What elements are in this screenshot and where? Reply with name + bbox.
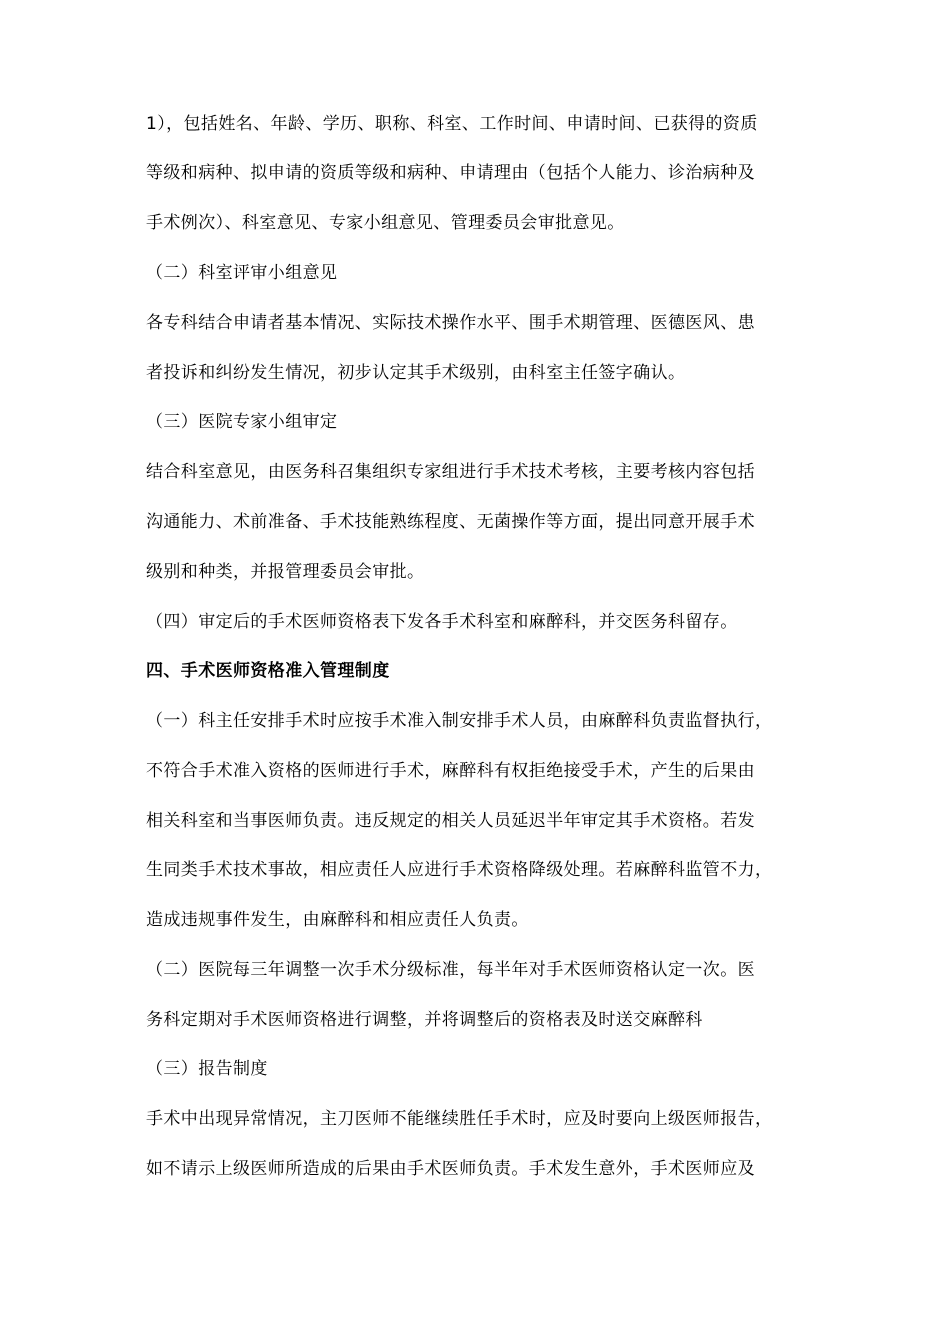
text-line: 生同类手术技术事故，相应责任人应进行手术资格降级处理。若麻醉科监管不力，: [146, 860, 773, 880]
text-line: 手术中出现异常情况，主刀医师不能继续胜任手术时，应及时要向上级医师报告，: [146, 1109, 773, 1129]
section-heading: （二）科室评审小组意见: [146, 263, 338, 283]
text-line: 结合科室意见，由医务科召集组织专家组进行手术技术考核，主要考核内容包括: [146, 462, 755, 482]
chapter-heading: 四、手术医师资格准入管理制度: [146, 661, 390, 681]
text-line: 等级和病种、拟申请的资质等级和病种、申请理由（包括个人能力、诊治病种及: [146, 163, 755, 183]
text-line: 造成违规事件发生，由麻醉科和相应责任人负责。: [146, 910, 529, 930]
text-line: 相关科室和当事医师负责。违反规定的相关人员延迟半年审定其手术资格。若发: [146, 811, 755, 831]
text-line: 手术例次）、科室意见、专家小组意见、管理委员会审批意见。: [146, 213, 625, 233]
text-line: 如不请示上级医师所造成的后果由手术医师负责。手术发生意外，手术医师应及: [146, 1159, 755, 1179]
text-line: 各专科结合申请者基本情况、实际技术操作水平、围手术期管理、医德医风、患: [146, 313, 755, 333]
text-line: 沟通能力、术前准备、手术技能熟练程度、无菌操作等方面，提出同意开展手术: [146, 512, 755, 532]
section-heading: （三）医院专家小组审定: [146, 412, 338, 432]
text-line: （二）医院每三年调整一次手术分级标准，每半年对手术医师资格认定一次。医: [146, 960, 755, 980]
section-heading: （三）报告制度: [146, 1059, 268, 1079]
text-line: 1），包括姓名、年龄、学历、职称、科室、工作时间、申请时间、已获得的资质: [146, 114, 758, 134]
text-line: 级别和种类，并报管理委员会审批。: [146, 562, 425, 582]
text-line: （四）审定后的手术医师资格表下发各手术科室和麻醉科，并交医务科留存。: [146, 612, 738, 632]
text-line: 务科定期对手术医师资格进行调整，并将调整后的资格表及时送交麻醉科: [146, 1010, 703, 1030]
text-line: （一）科主任安排手术时应按手术准入制安排手术人员，由麻醉科负责监督执行，: [146, 711, 773, 731]
text-line: 者投诉和纠纷发生情况，初步认定其手术级别，由科室主任签字确认。: [146, 363, 686, 383]
text-line: 不符合手术准入资格的医师进行手术，麻醉科有权拒绝接受手术，产生的后果由: [146, 761, 755, 781]
